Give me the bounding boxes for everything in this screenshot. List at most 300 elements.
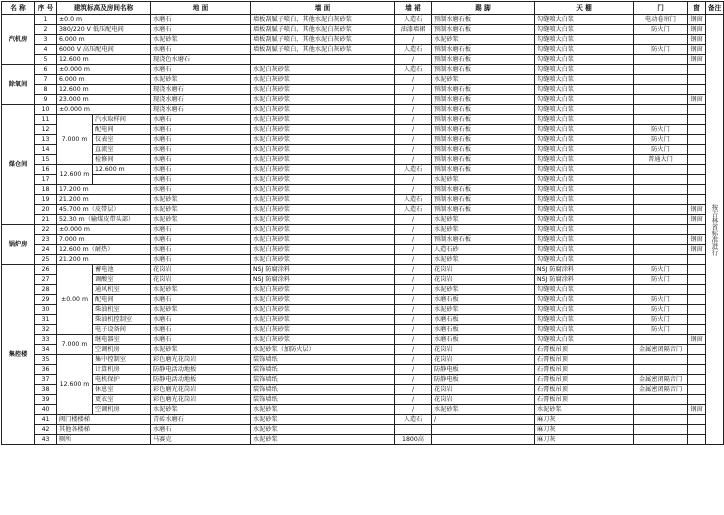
baseboard-cell: 预制水磨石板 [432, 65, 535, 75]
door-cell [634, 95, 688, 105]
skirting-cell: / [395, 355, 432, 365]
skirting-cell [395, 425, 432, 435]
baseboard-cell [432, 425, 535, 435]
baseboard-cell: 花岗岩 [432, 355, 535, 365]
floor-cell: 水泥砂浆 [151, 405, 251, 415]
ceiling-cell: 勾缝喷大白浆 [535, 105, 634, 115]
category-cell: 除氧间 [2, 65, 35, 105]
baseboard-cell: / [432, 415, 535, 425]
wall-cell: NSJ 防腐涂料 [251, 275, 395, 285]
table-row [2, 335, 724, 345]
ceiling-cell: 勾缝喷大白浆 [535, 315, 634, 325]
baseboard-cell: 预制水磨石板 [432, 195, 535, 205]
row-number: 4 [35, 45, 57, 55]
row-number: 6 [35, 65, 57, 75]
skirting-cell: / [395, 145, 432, 155]
wall-cell: 墙板刮腻子喷白，其他水泥白灰砂浆 [251, 45, 395, 55]
skirting-cell: / [395, 345, 432, 355]
skirting-cell: 人造石 [395, 205, 432, 215]
floor-cell: 水磨石 [151, 115, 251, 125]
door-cell: 防火门 [634, 325, 688, 335]
window-cell [688, 225, 706, 235]
baseboard-cell: 预制水磨石板 [432, 25, 535, 35]
floor-cell: 现浇水磨石 [151, 85, 251, 95]
floor-cell: 水磨石 [151, 135, 251, 145]
floor-cell: 水磨石 [151, 125, 251, 135]
baseboard-cell: 预制水磨石板 [432, 95, 535, 105]
location-cell: 380/220 V 低压配电间 [57, 25, 151, 35]
location-cell: 23.000 m [57, 95, 151, 105]
floor-cell: 水泥砂浆 [151, 215, 251, 225]
table-row [2, 165, 724, 175]
table-row [2, 305, 724, 315]
location-cell: 52.30 m（输煤皮带头部） [57, 215, 151, 225]
header-window: 窗 [688, 2, 706, 15]
table-row [2, 365, 724, 375]
ceiling-cell: 勾缝喷大白浆 [535, 235, 634, 245]
window-cell [688, 155, 706, 165]
room-name: 调酸室 [93, 275, 151, 285]
skirting-cell: / [395, 275, 432, 285]
door-cell [634, 365, 688, 375]
baseboard-cell: 人造石砂 [432, 245, 535, 255]
ceiling-cell: 勾缝喷大白浆 [535, 125, 634, 135]
ceiling-cell: 勾缝喷大白浆 [535, 245, 634, 255]
header-baseboard: 踢 脚 [432, 2, 535, 15]
wall-cell: 水泥白灰砂浆 [251, 245, 395, 255]
row-number: 29 [35, 295, 57, 305]
wall-cell [251, 55, 395, 65]
baseboard-cell: 预制水磨石板 [432, 125, 535, 135]
door-cell [634, 65, 688, 75]
window-cell: 钢窗 [688, 245, 706, 255]
window-cell [688, 195, 706, 205]
row-number: 17 [35, 175, 57, 185]
row-number: 19 [35, 195, 57, 205]
skirting-cell: / [395, 385, 432, 395]
skirting-cell: / [395, 225, 432, 235]
floor-cell: 现浇水磨石 [151, 105, 251, 115]
floor-cell: 水泥砂浆 [151, 195, 251, 205]
skirting-cell: / [395, 215, 432, 225]
sub-level-cell: 12.600 m [57, 355, 93, 415]
wall-cell: 水泥白灰砂浆 [251, 205, 395, 215]
category-cell: 锅炉房 [2, 225, 35, 265]
door-cell [634, 405, 688, 415]
header-ceiling: 天 棚 [535, 2, 634, 15]
wall-cell: 水泥白灰砂浆 [251, 95, 395, 105]
skirting-cell: / [395, 265, 432, 275]
row-number: 16 [35, 165, 57, 175]
header-remark: 备注 [706, 2, 724, 15]
wall-cell: 水泥白灰砂浆 [251, 165, 395, 175]
door-cell [634, 215, 688, 225]
location-cell: ±0.000 m [57, 65, 151, 75]
location-cell: 17.200 m [57, 185, 151, 195]
door-cell: 电动卷帘门 [634, 15, 688, 25]
wall-cell: 水泥白灰砂浆 [251, 185, 395, 195]
wall-cell: 水泥砂浆 [251, 405, 395, 415]
room-name [93, 175, 151, 185]
skirting-cell: / [395, 175, 432, 185]
door-cell [634, 245, 688, 255]
room-name: 柴油机室 [93, 305, 151, 315]
ceiling-cell: 勾缝喷大白浆 [535, 45, 634, 55]
baseboard-cell: 预制水磨石板 [432, 85, 535, 95]
baseboard-cell: 预制水磨石板 [432, 145, 535, 155]
floor-cell: 彩色磨光花岗岩 [151, 385, 251, 395]
door-cell [634, 255, 688, 265]
ceiling-cell: 勾缝喷大白浆 [535, 55, 634, 65]
skirting-cell: / [395, 35, 432, 45]
wall-cell: 装饰墙纸 [251, 355, 395, 365]
ceiling-cell: 勾缝喷大白浆 [535, 185, 634, 195]
floor-cell: 水泥砂浆 [151, 285, 251, 295]
baseboard-cell: 花岗岩 [432, 265, 535, 275]
baseboard-cell: 预制水磨石板 [432, 55, 535, 65]
ceiling-cell: 勾缝喷大白浆 [535, 165, 634, 175]
ceiling-cell: 水泥砂浆 [535, 405, 634, 415]
row-number: 22 [35, 225, 57, 235]
floor-cell: 水磨石 [151, 225, 251, 235]
skirting-cell: / [395, 365, 432, 375]
floor-cell: 青砖水磨石 [151, 415, 251, 425]
door-cell [634, 425, 688, 435]
window-cell [688, 305, 706, 315]
ceiling-cell: 勾缝喷大白浆 [535, 25, 634, 35]
room-name: 休息室 [93, 385, 151, 395]
wall-cell: 水泥白灰砂浆 [251, 125, 395, 135]
row-number: 23 [35, 235, 57, 245]
ceiling-cell: 勾缝喷大白浆 [535, 295, 634, 305]
ceiling-cell: 勾缝喷大白浆 [535, 95, 634, 105]
room-name: 通风机室 [93, 285, 151, 295]
row-number: 11 [35, 115, 57, 125]
location-cell: 21.200 m [57, 195, 151, 205]
skirting-cell: / [395, 105, 432, 115]
baseboard-cell: 水泥砂浆 [432, 255, 535, 265]
wall-cell: 水泥白灰砂浆 [251, 325, 395, 335]
wall-cell: 水泥白灰砂浆 [251, 65, 395, 75]
window-cell [688, 425, 706, 435]
table-row [2, 125, 724, 135]
door-cell [634, 205, 688, 215]
header-wall: 墙 面 [251, 2, 395, 15]
skirting-cell: / [395, 155, 432, 165]
floor-cell: 水磨石 [151, 15, 251, 25]
table-row [2, 65, 724, 75]
baseboard-cell: 水泥砂浆 [432, 35, 535, 45]
wall-cell: 水泥白灰砂浆 [251, 305, 395, 315]
window-cell [688, 385, 706, 395]
header-category: 名 称 [2, 2, 35, 15]
door-cell [634, 55, 688, 65]
room-name: 仪表室 [93, 135, 151, 145]
room-name: 检修间 [93, 155, 151, 165]
table-row [2, 135, 724, 145]
window-cell [688, 275, 706, 285]
door-cell: 防火门 [634, 265, 688, 275]
room-name: 柴油机控制室 [93, 315, 151, 325]
row-number: 38 [35, 385, 57, 395]
table-row [2, 385, 724, 395]
door-cell [634, 105, 688, 115]
wall-cell: 水泥砂浆 [251, 415, 395, 425]
location-cell: 21.200 m [57, 255, 151, 265]
location-cell: 6.000 m [57, 35, 151, 45]
door-cell: 金属密闭隔音门 [634, 345, 688, 355]
window-cell: 钢窗 [688, 35, 706, 45]
wall-cell: 水泥白灰砂浆 [251, 215, 395, 225]
window-cell [688, 255, 706, 265]
window-cell [688, 415, 706, 425]
floor-cell: 水磨石 [151, 45, 251, 55]
window-cell: 钢窗 [688, 15, 706, 25]
table-row [2, 375, 724, 385]
window-cell [688, 175, 706, 185]
table-row [2, 415, 724, 425]
location-cell: 6.000 m [57, 75, 151, 85]
table-row [2, 225, 724, 235]
ceiling-cell: 勾缝喷大白浆 [535, 255, 634, 265]
room-name: 12.600 m [93, 165, 151, 175]
skirting-cell: 人造石 [395, 65, 432, 75]
row-number: 5 [35, 55, 57, 65]
row-number: 34 [35, 345, 57, 355]
room-name: 蓄电池 [93, 265, 151, 275]
ceiling-cell: 勾缝喷大白浆 [535, 145, 634, 155]
room-name: 更衣室 [93, 395, 151, 405]
baseboard-cell: 预制水磨石板 [432, 115, 535, 125]
row-number: 36 [35, 365, 57, 375]
room-name: 电子设备间 [93, 325, 151, 335]
skirting-cell: / [395, 405, 432, 415]
row-number: 35 [35, 355, 57, 365]
table-row [2, 275, 724, 285]
row-number: 28 [35, 285, 57, 295]
baseboard-cell: 花岗岩 [432, 345, 535, 355]
floor-cell: 水泥砂浆 [151, 305, 251, 315]
floor-cell: 水磨石 [151, 425, 251, 435]
baseboard-cell: 水磨石板 [432, 335, 535, 345]
row-number: 40 [35, 405, 57, 415]
row-number: 1 [35, 15, 57, 25]
ceiling-cell: 勾缝喷大白浆 [535, 335, 634, 345]
row-number: 15 [35, 155, 57, 165]
floor-cell: 水磨石 [151, 175, 251, 185]
baseboard-cell: 水磨石板 [432, 325, 535, 335]
table-row [2, 235, 724, 245]
table-row [2, 255, 724, 265]
row-number: 24 [35, 245, 57, 255]
window-cell: 钢窗 [688, 335, 706, 345]
window-cell: 钢窗 [688, 95, 706, 105]
table-row [2, 425, 724, 435]
row-number: 26 [35, 265, 57, 275]
floor-cell: 花岗岩 [151, 265, 251, 275]
door-cell [634, 35, 688, 45]
door-cell: 防火门 [634, 145, 688, 155]
floor-cell: 现浇色水磨石 [151, 55, 251, 65]
row-number: 39 [35, 395, 57, 405]
ceiling-cell: 麻刀灰 [535, 425, 634, 435]
window-cell: 钢窗 [688, 55, 706, 65]
window-cell [688, 115, 706, 125]
floor-cell: 水磨石 [151, 165, 251, 175]
wall-cell: 水泥砂浆 [251, 435, 395, 445]
ceiling-cell: 麻刀灰 [535, 415, 634, 425]
row-number: 21 [35, 215, 57, 225]
sub-level-cell: ±0.00 m [57, 265, 93, 335]
skirting-cell: 人造石 [395, 15, 432, 25]
wall-cell: 水泥砂浆 [251, 425, 395, 435]
wall-cell: 墙板刮腻子喷白，其他水泥白灰砂浆 [251, 35, 395, 45]
ceiling-cell: 勾缝喷大白浆 [535, 65, 634, 75]
window-cell: 钢窗 [688, 215, 706, 225]
floor-cell: 现浇水磨石 [151, 95, 251, 105]
table-row [2, 35, 724, 45]
row-number: 25 [35, 255, 57, 265]
row-number: 2 [35, 25, 57, 35]
floor-cell: 防静电活动地板 [151, 365, 251, 375]
skirting-cell: / [395, 125, 432, 135]
table-row [2, 315, 724, 325]
skirting-cell: / [395, 235, 432, 245]
floor-cell: 水磨石 [151, 155, 251, 165]
floor-cell: 花岗岩 [151, 275, 251, 285]
window-cell: 钢窗 [688, 405, 706, 415]
sub-level-cell: 12.600 m [57, 165, 93, 185]
door-cell: 防火门 [634, 25, 688, 35]
window-cell [688, 285, 706, 295]
door-cell [634, 285, 688, 295]
window-cell [688, 365, 706, 375]
door-cell [634, 85, 688, 95]
wall-cell: 水泥白灰砂浆 [251, 105, 395, 115]
row-number: 31 [35, 315, 57, 325]
skirting-cell: / [395, 285, 432, 295]
skirting-cell: / [395, 95, 432, 105]
wall-cell: 装饰墙纸 [251, 395, 395, 405]
row-number: 8 [35, 85, 57, 95]
table-row [2, 15, 724, 25]
row-number: 14 [35, 145, 57, 155]
ceiling-cell: 勾缝喷大白浆 [535, 225, 634, 235]
location-cell: ±0.000 m [57, 105, 151, 115]
table-row [2, 195, 724, 205]
baseboard-cell: 花岗岩 [432, 385, 535, 395]
door-cell [634, 185, 688, 195]
skirting-cell: / [395, 75, 432, 85]
window-cell [688, 185, 706, 195]
table-row [2, 215, 724, 225]
skirting-cell: / [395, 325, 432, 335]
table-row [2, 95, 724, 105]
table-row [2, 325, 724, 335]
skirting-cell: / [395, 245, 432, 255]
wall-cell: 水泥白灰砂浆 [251, 235, 395, 245]
ceiling-cell: 勾缝喷大白浆 [535, 115, 634, 125]
location-cell: 7.000 m [57, 235, 151, 245]
wall-cell: 水泥砂浆（加防火层） [251, 345, 395, 355]
floor-cell: 水磨石 [151, 245, 251, 255]
ceiling-cell: 勾缝喷大白浆 [535, 205, 634, 215]
table-row [2, 145, 724, 155]
skirting-cell: 人造石 [395, 45, 432, 55]
location-cell: ±0.000 m [57, 225, 151, 235]
window-cell [688, 325, 706, 335]
ceiling-cell: 勾缝喷大白浆 [535, 35, 634, 45]
door-cell: 金属密闭隔音门 [634, 385, 688, 395]
window-cell: 钢窗 [688, 25, 706, 35]
room-name: 直流室 [93, 145, 151, 155]
ceiling-cell: 勾缝喷大白浆 [535, 215, 634, 225]
skirting-cell: / [395, 335, 432, 345]
room-name: 配电间 [93, 125, 151, 135]
baseboard-cell: 预制水磨石板 [432, 205, 535, 215]
door-cell [634, 115, 688, 125]
table-body [2, 15, 724, 445]
window-cell [688, 435, 706, 445]
ceiling-cell: 勾缝喷大白浆 [535, 135, 634, 145]
skirting-cell: / [395, 85, 432, 95]
room-name: 继电器室 [93, 335, 151, 345]
baseboard-cell: 预制水磨石板 [432, 235, 535, 245]
ceiling-cell: 石膏板吊顶 [535, 345, 634, 355]
ceiling-cell: 勾缝喷大白浆 [535, 175, 634, 185]
row-number: 33 [35, 335, 57, 345]
window-cell: 钢窗 [688, 45, 706, 55]
baseboard-cell: 防静电板 [432, 365, 535, 375]
skirting-cell: / [395, 255, 432, 265]
door-cell: 防火门 [634, 295, 688, 305]
wall-cell: 水泥白灰砂浆 [251, 75, 395, 85]
window-cell [688, 145, 706, 155]
floor-cell: 彩色磨光花岗岩 [151, 395, 251, 405]
skirting-cell: 1800高 [395, 435, 432, 445]
skirting-cell: 人造石 [395, 415, 432, 425]
floor-cell: 彩色磨光花岗岩 [151, 355, 251, 365]
wall-cell: 水泥白灰砂浆 [251, 155, 395, 165]
row-number: 18 [35, 185, 57, 195]
header-skirting: 墙 裙 [395, 2, 432, 15]
ceiling-cell: 勾缝喷大白浆 [535, 75, 634, 85]
table-row [2, 175, 724, 185]
table-row [2, 395, 724, 405]
door-cell [634, 195, 688, 205]
door-cell: 防火门 [634, 45, 688, 55]
row-number: 37 [35, 375, 57, 385]
row-number: 30 [35, 305, 57, 315]
floor-cell: 水磨石 [151, 315, 251, 325]
baseboard-cell: 水泥砂浆 [432, 285, 535, 295]
baseboard-cell: 预制水磨石板 [432, 165, 535, 175]
skirting-cell: / [395, 315, 432, 325]
row-number: 12 [35, 125, 57, 135]
skirting-cell: / [395, 135, 432, 145]
window-cell [688, 295, 706, 305]
floor-cell: 水磨石 [151, 295, 251, 305]
baseboard-cell: 水泥砂浆 [432, 405, 535, 415]
window-cell [688, 375, 706, 385]
remark-note: 按吉林省标准进行 [706, 15, 724, 445]
wall-cell: 水泥白灰砂浆 [251, 225, 395, 235]
wall-cell: 水泥白灰砂浆 [251, 145, 395, 155]
floor-cell: 水磨石 [151, 65, 251, 75]
floor-cell: 水泥砂浆 [151, 345, 251, 355]
window-cell: 钢窗 [688, 205, 706, 215]
header-floor: 地 面 [151, 2, 251, 15]
